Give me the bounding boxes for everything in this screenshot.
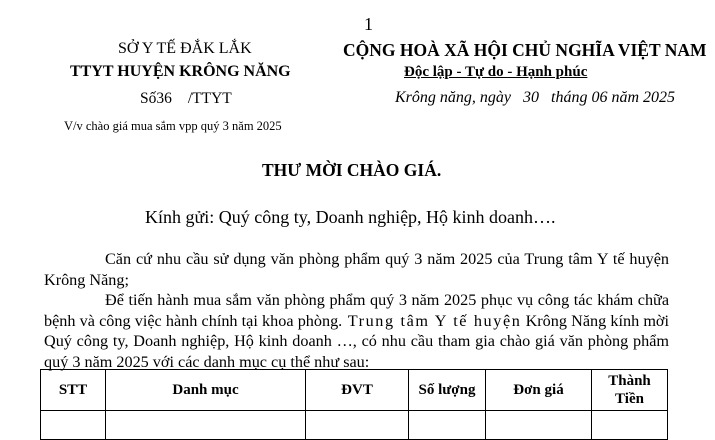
- paragraph-invitation-end: Krông Năng kính mời Quý công ty, Doanh nghiệp, Hộ kinh doanh …, có nhu cầu tham gia chào giá văn phòng phẩm quý 3 năm 2025 với các danh mục cụ thể như sau:: [44, 311, 669, 371]
- col-header-unit: ĐVT: [306, 370, 409, 411]
- place-and-date: Krông năng, ngày 30 tháng 06 năm 2025: [395, 89, 675, 106]
- organization-parent: SỞ Y TẾ ĐẮK LẮK: [118, 40, 252, 57]
- document-subject: V/v chào giá mua sắm vpp quý 3 năm 2025: [64, 119, 282, 133]
- table-cell-stt: [41, 411, 106, 440]
- col-header-unit-price: Đơn giá: [486, 370, 592, 411]
- paragraph-invitation-start: Để tiến hành mua sắm văn phòng phẩm quý 3 năm 2025 phục vụ công tác khám chữa bệnh và công việc hành chính tại khoa phòng.: [44, 291, 669, 330]
- table-cell-unit: [306, 411, 409, 440]
- letter-title: THƯ MỜI CHÀO GIÁ.: [262, 160, 442, 180]
- organization-name: TTYT HUYỆN KRÔNG NĂNG: [70, 63, 291, 80]
- national-title: CỘNG HOÀ XÃ HỘI CHỦ NGHĨA VIỆT NAM: [343, 40, 707, 60]
- document-number-prefix: Số36: [140, 90, 172, 107]
- table-cell-unit-price: [486, 411, 592, 440]
- salutation: Kính gửi: Quý công ty, Doanh nghiệp, Hộ kinh doanh….: [145, 207, 556, 227]
- page-number: 1: [364, 14, 373, 34]
- col-header-quantity: Số lượng: [409, 370, 486, 411]
- col-header-total-line1: Thành: [608, 373, 651, 389]
- table-cell-quantity: [409, 411, 486, 440]
- goods-table: [40, 369, 668, 440]
- document-number-suffix: /TTYT: [187, 90, 232, 107]
- col-header-total-line2: Tiền: [615, 391, 644, 407]
- col-header-item: Danh mục: [106, 370, 306, 411]
- col-header-stt: STT: [41, 370, 106, 411]
- table-header-row: [41, 370, 668, 411]
- table-cell-item: [106, 411, 306, 440]
- col-header-total: [592, 370, 668, 411]
- national-motto: Độc lập - Tự do - Hạnh phúc: [404, 64, 588, 80]
- document-number: [140, 90, 232, 108]
- paragraph-invitation: [44, 290, 669, 372]
- paragraph-invitation-spaced: Trung tâm Y tế huyện: [342, 311, 522, 330]
- table-row: [41, 411, 668, 440]
- table-cell-total: [592, 411, 668, 440]
- paragraph-basis: Căn cứ nhu cầu sử dụng văn phòng phẩm quý 3 năm 2025 của Trung tâm Y tế huyện Krông Năng;: [44, 250, 669, 289]
